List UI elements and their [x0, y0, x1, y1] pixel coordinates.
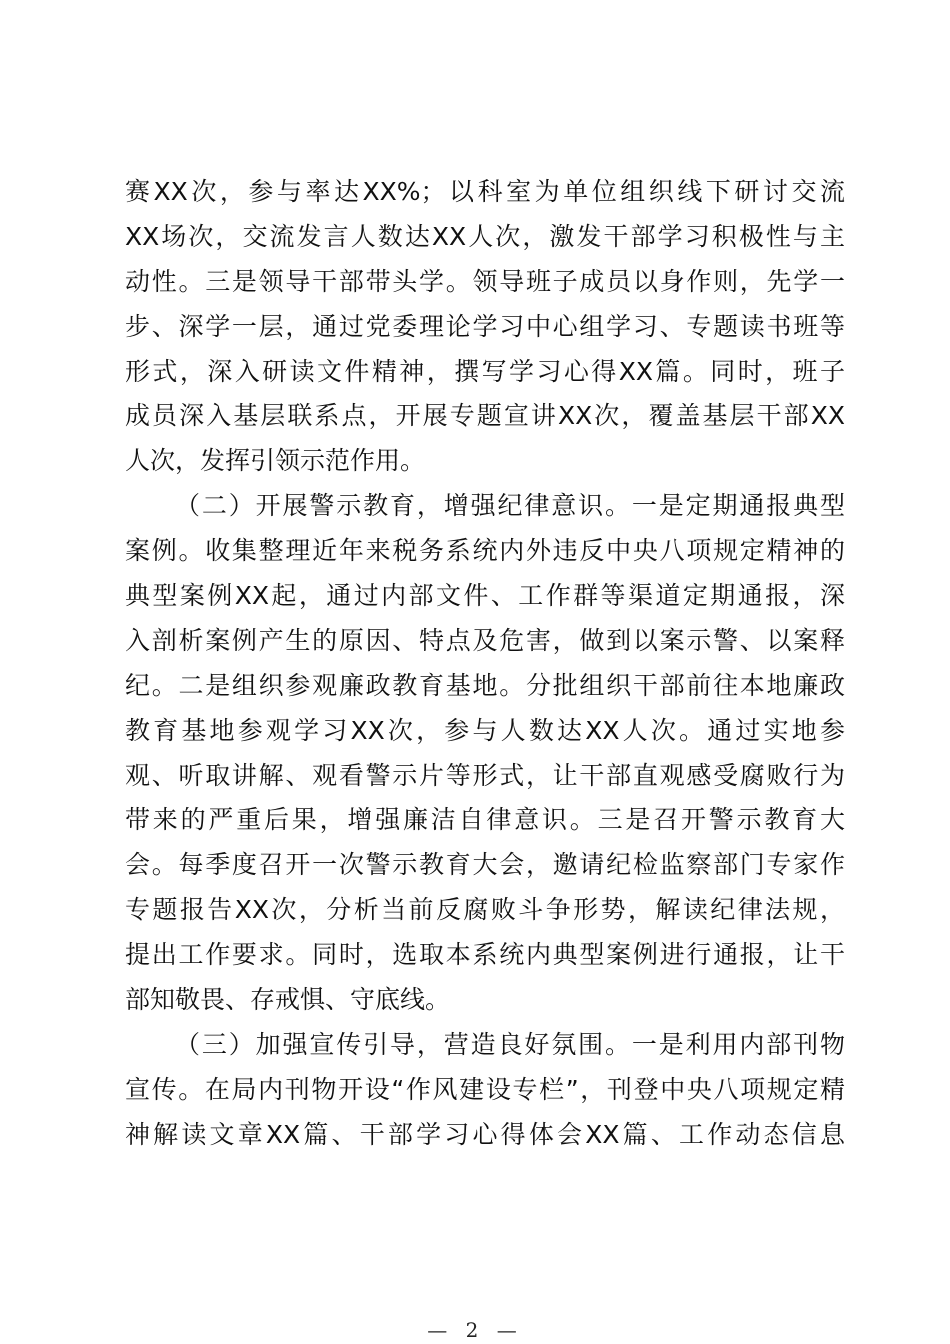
- text-line: 部知敬畏、存戒惧、守底线。: [125, 985, 451, 1015]
- body-text: [125, 170, 845, 1158]
- text-line: 典型案例XX起，通过内部文件、工作群等渠道定期通报，深: [125, 581, 845, 611]
- text-line: 专题报告XX次，分析当前反腐败斗争形势，解读纪律法规，: [125, 895, 845, 925]
- text-line: 纪。二是组织参观廉政教育基地。分批组织干部前往本地廉政: [125, 670, 845, 700]
- text-line: 入剖析案例产生的原因、特点及危害，做到以案示警、以案释: [125, 625, 845, 655]
- page-number: — 2 —: [427, 1318, 523, 1342]
- text-line: 提出工作要求。同时，选取本系统内典型案例进行通报，让干: [125, 940, 845, 970]
- text-line: 教育基地参观学习XX次，参与人数达XX人次。通过实地参: [125, 715, 845, 745]
- text-line: 成员深入基层联系点，开展专题宣讲XX次，覆盖基层干部XX: [125, 401, 845, 431]
- text-line: 步、深学一层，通过党委理论学习中心组学习、专题读书班等: [125, 311, 845, 341]
- text-line: 人次，发挥引领示范作用。: [125, 446, 426, 476]
- section-heading-line: （三）加强宣传引导，营造良好氛围。一是利用内部刊物: [175, 1029, 845, 1059]
- section-heading-line: （二）开展警示教育，增强纪律意识。一是定期通报典型: [175, 491, 845, 521]
- text-line: 神解读文章XX篇、干部学习心得体会XX篇、工作动态信息: [125, 1119, 845, 1149]
- text-line: 带来的严重后果，增强廉洁自律意识。三是召开警示教育大: [125, 805, 845, 835]
- text-line: 形式，深入研读文件精神，撰写学习心得XX篇。同时，班子: [125, 356, 845, 386]
- text-line: 观、听取讲解、观看警示片等形式，让干部直观感受腐败行为: [125, 760, 845, 790]
- text-line: 宣传。在局内刊物开设“作风建设专栏”，刊登中央八项规定精: [125, 1074, 845, 1104]
- text-line: 会。每季度召开一次警示教育大会，邀请纪检监察部门专家作: [125, 850, 845, 880]
- text-line: XX场次，交流发言人数达XX人次，激发干部学习积极性与主: [125, 221, 845, 251]
- text-line: 赛XX次，参与率达XX%；以科室为单位组织线下研讨交流: [125, 177, 845, 206]
- text-line: 动性。三是领导干部带头学。领导班子成员以身作则，先学一: [125, 266, 845, 296]
- text-line: 案例。收集整理近年来税务系统内外违反中央八项规定精神的: [125, 536, 845, 566]
